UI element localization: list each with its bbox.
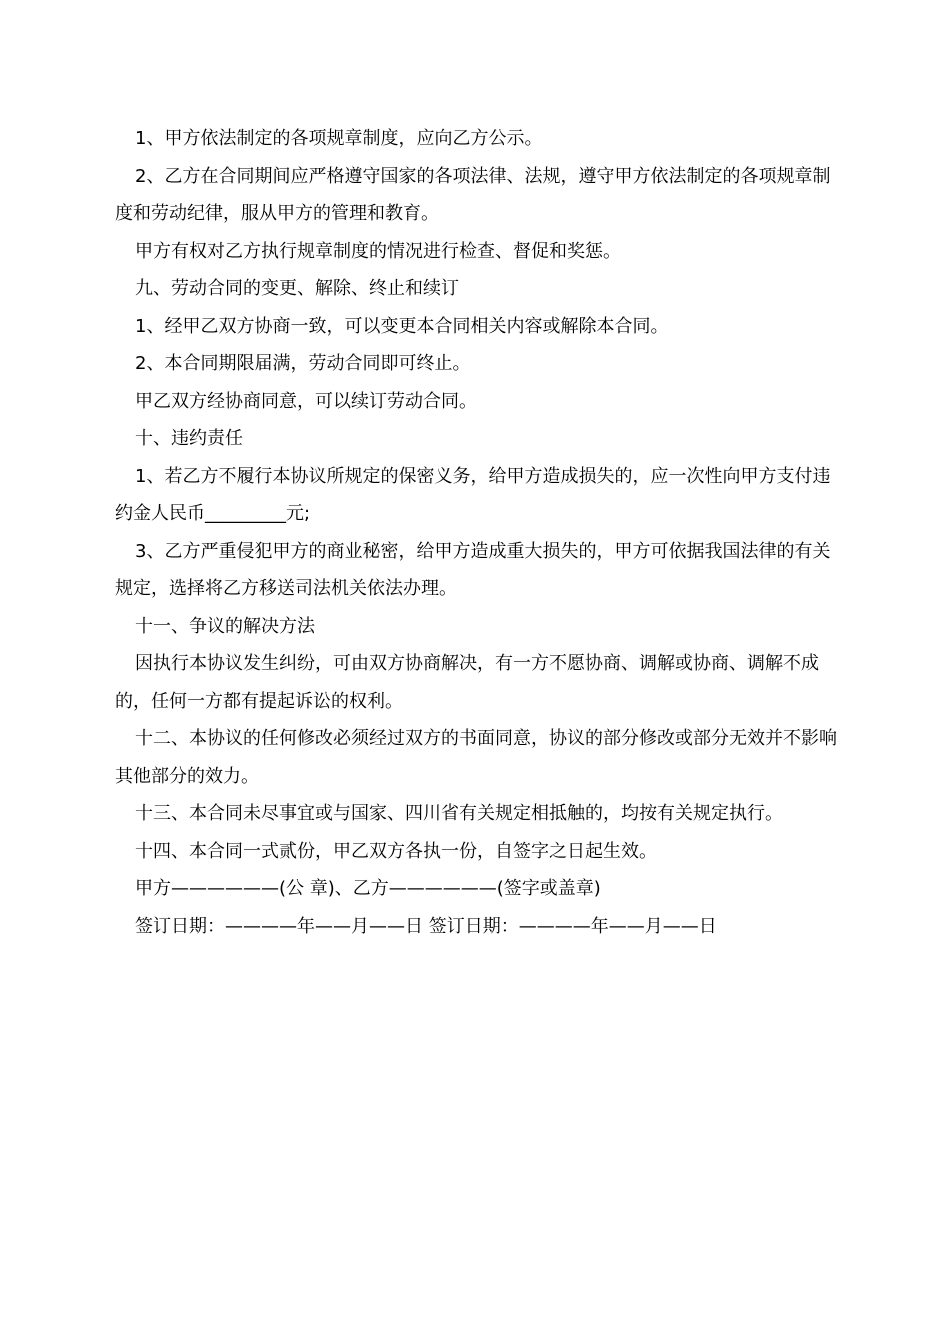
signature-line: 甲方——————(公 章)、乙方——————(签字或盖章) bbox=[135, 878, 601, 899]
clause-paragraph: 十二、本协议的任何修改必须经过双方的书面同意，协议的部分修改或部分无效并不影响其他部分的效力。 bbox=[115, 728, 837, 787]
clause-paragraph: 甲乙双方经协商同意，可以续订劳动合同。 bbox=[135, 390, 477, 412]
clause-paragraph: 2、乙方在合同期间应严格遵守国家的各项法律、法规，遵守甲方依法制定的各项规章制度和劳动纪律，服从甲方的管理和教育。 bbox=[115, 165, 831, 224]
clause-paragraph: 3、乙方严重侵犯甲方的商业秘密，给甲方造成重大损失的，甲方可依据我国法律的有关规定，选择将乙方移送司法机关依法办理。 bbox=[115, 540, 831, 599]
clause-paragraph: 因执行本协议发生纠纷，可由双方协商解决，有一方不愿协商、调解或协商、调解不成的，任何一方都有提起诉讼的权利。 bbox=[115, 653, 819, 712]
clause-paragraph: 十四、本合同一式贰份，甲乙双方各执一份，自签字之日起生效。 bbox=[135, 840, 657, 862]
section-heading: 九、劳动合同的变更、解除、终止和续订 bbox=[135, 278, 459, 299]
clause-paragraph: 2、本合同期限届满，劳动合同即可终止。 bbox=[135, 353, 471, 374]
clause-paragraph: 1、经甲乙双方协商一致，可以变更本合同相关内容或解除本合同。 bbox=[135, 315, 669, 337]
clause-paragraph: 甲方有权对乙方执行规章制度的情况进行检查、督促和奖惩。 bbox=[135, 240, 621, 262]
signing-date-line: 签订日期：————年——月——日 签订日期：————年——月——日 bbox=[135, 915, 717, 937]
clause-paragraph: 1、若乙方不履行本协议所规定的保密义务，给甲方造成损失的，应一次性向甲方支付违约金人民币_________元; bbox=[115, 465, 831, 524]
document-body bbox=[115, 120, 840, 945]
clause-paragraph: 十三、本合同未尽事宜或与国家、四川省有关规定相抵触的，均按有关规定执行。 bbox=[135, 803, 783, 824]
clause-paragraph: 1、甲方依法制定的各项规章制度，应向乙方公示。 bbox=[135, 128, 543, 149]
section-heading: 十一、争议的解决方法 bbox=[135, 615, 315, 637]
section-heading: 十、违约责任 bbox=[135, 428, 243, 449]
